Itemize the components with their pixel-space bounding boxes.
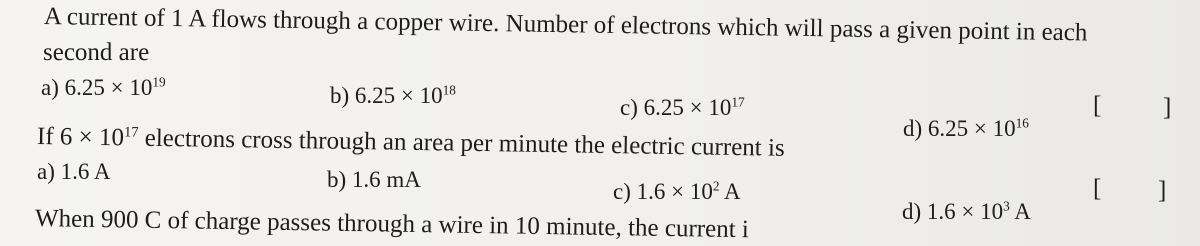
question-1-option-a: a) $6.25 \times 10^{19}$ [41,74,166,100]
question-1-option-b: b) $6.25 \times 10^{18}$ [330,82,456,108]
question-2-option-a: a) 1.6 A [37,159,111,184]
question-1-line-1: A current of 1 A flows through a copper wire. Number of electrons which will pass a given point in each [43,3,1088,47]
question-2-option-c: c) $1.6 \times 10^2$ A [613,178,741,204]
question-2-answer-open-bracket: [ [1093,175,1102,202]
question-1-option-d: d) $6.25 \times 10^{16}$ [903,115,1029,141]
question-2-line-1: If $6 \times 10^{17}$ electrons cross through an area per minute the electric current is [36,123,785,162]
question-2-option-b: b) 1.6 mA [327,167,421,192]
question-1-answer-close-bracket: ] [1163,94,1172,121]
question-2-answer-close-bracket: ] [1158,177,1167,204]
question-1-answer-open-bracket: [ [1093,92,1102,119]
question-2-option-d: d) $1.6 \times 10^3$ A [902,198,1031,224]
question-1-option-c: c) $6.25 \times 10^{17}$ [620,94,745,120]
question-1-line-2: second are [43,39,150,66]
question-3-line-1: When 900 C of charge passes through a wire in 10 minute, the current i [34,205,750,244]
